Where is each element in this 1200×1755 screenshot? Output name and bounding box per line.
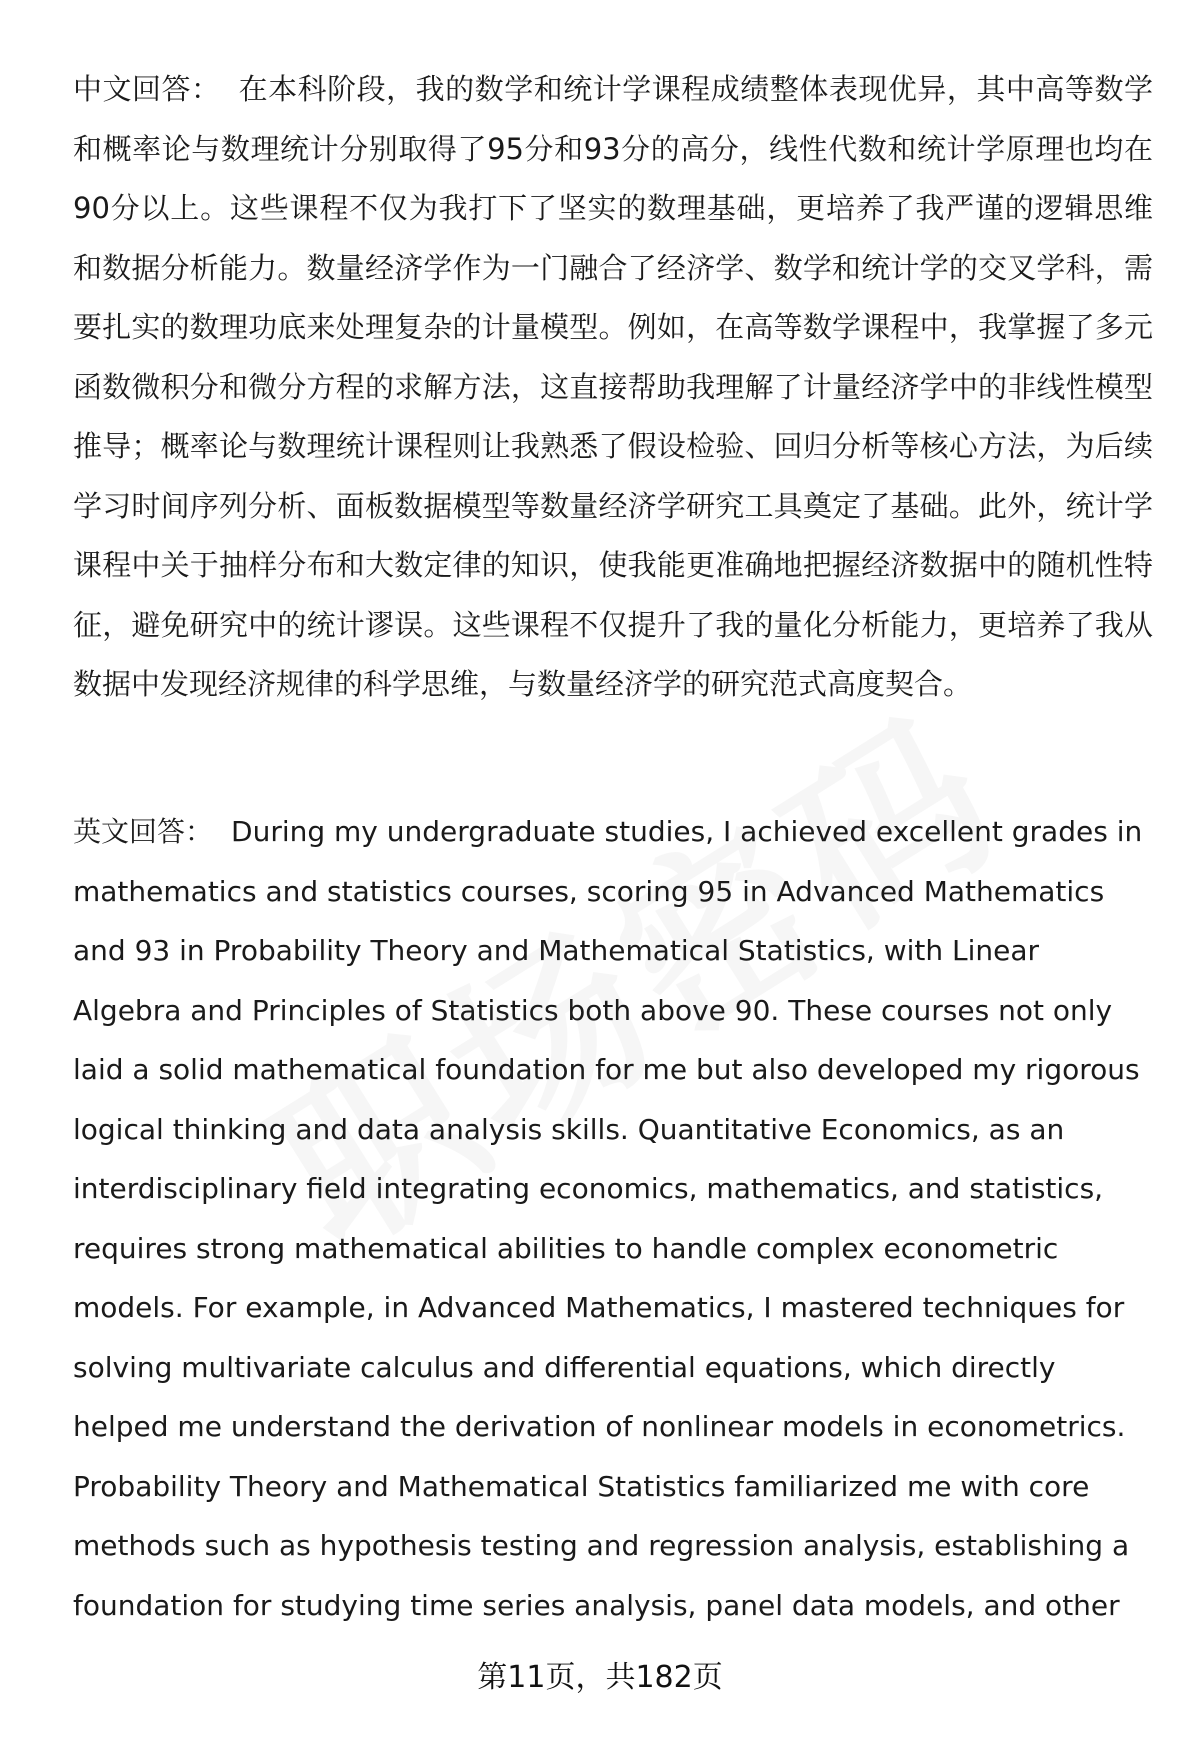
chinese-answer-label: 中文回答： — [73, 72, 221, 106]
english-answer-paragraph — [73, 802, 1153, 1635]
english-answer-label: 英文回答： — [73, 815, 214, 848]
page-number-footer: 第11页，共182页 — [477, 1660, 723, 1695]
english-answer-text: During my undergraduate studies, I achieved excellent grades in mathematics and statistics courses, scoring 95 in Advanced Mathematics and 93 in Probability Theory and Mathematical Statistics, with Linear Algebra and Principles of Statistics both above 90. These courses not only laid a solid mathematical foundation for me but also developed my rigorous logical thinking and data analysis skills. Quantitative Economics, as an interdisciplinary field integrating economics, mathematics, and statistics, requires strong mathematical abilities to handle complex econometric models. For example, in Advanced Mathematics, I mastered techniques for solving multivariate calculus and differential equations, which directly helped me understand the derivation of nonlinear models in econometrics. Probability Theory and Mathematical Statistics familiarized me with core methods such as hypothesis testing and regression analysis, establishing a foundation for studying time series analysis, panel data models, and other — [73, 815, 1143, 1622]
chinese-answer-paragraph — [73, 60, 1153, 715]
chinese-answer-text: 在本科阶段，我的数学和统计学课程成绩整体表现优异，其中高等数学和概率论与数理统计分别取得了95分和93分的高分，线性代数和统计学原理也均在90分以上。这些课程不仅为我打下了坚实的数理基础，更培养了我严谨的逻辑思维和数据分析能力。数量经济学作为一门融合了经济学、数学和统计学的交叉学科，需要扎实的数理功底来处理复杂的计量模型。例如，在高等数学课程中，我掌握了多元函数微积分和微分方程的求解方法，这直接帮助我理解了计量经济学中的非线性模型推导；概率论与数理统计课程则让我熟悉了假设检验、回归分析等核心方法，为后续学习时间序列分析、面板数据模型等数量经济学研究工具奠定了基础。此外，统计学课程中关于抽样分布和大数定律的知识，使我能更准确地把握经济数据中的随机性特征，避免研究中的统计谬误。这些课程不仅提升了我的量化分析能力，更培养了我从数据中发现经济规律的科学思维，与数量经济学的研究范式高度契合。 — [73, 72, 1153, 701]
